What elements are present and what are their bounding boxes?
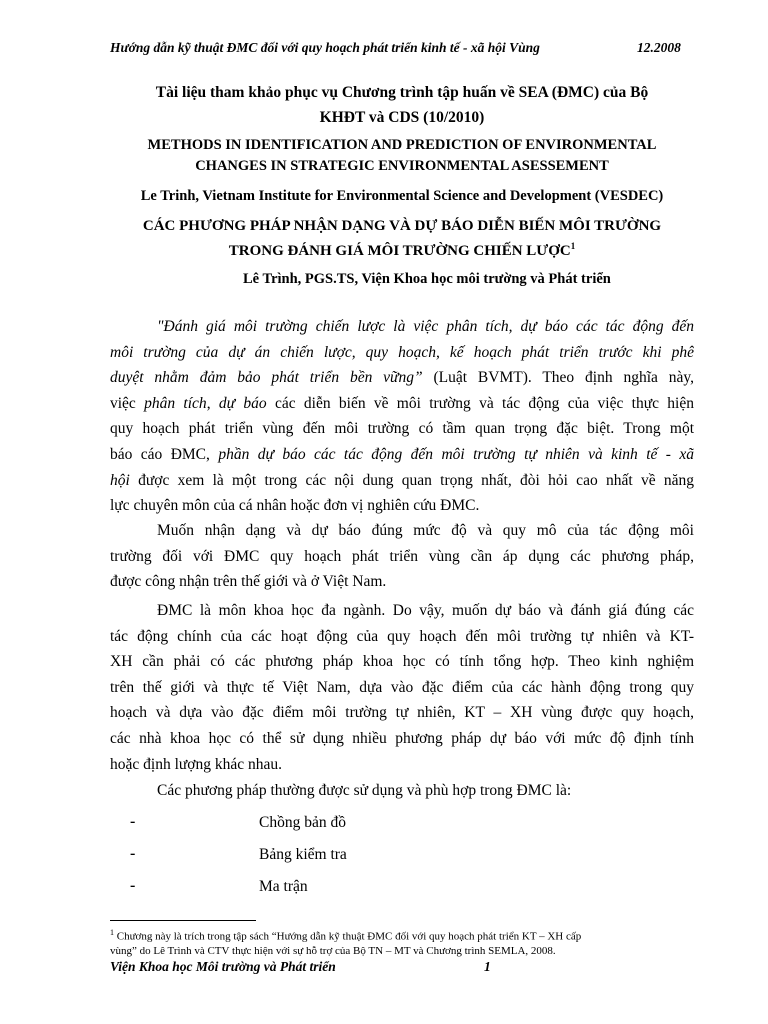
paragraph-2-line-1: Muốn nhận dạng và dự báo đúng mức độ và quy mô của tác động môi xyxy=(157,522,694,539)
paragraph-2 xyxy=(110,518,694,595)
paragraph-3 xyxy=(110,598,694,777)
paragraph-1-line-1: "Đánh giá môi trường chiến lược là việc phân tích, dự báo các tác động đến xyxy=(157,318,694,335)
text-run: báo cáo ĐMC, xyxy=(110,445,219,463)
text-run: việc xyxy=(110,394,145,412)
footer-institute: Viện Khoa học Môi trường và Phát triển xyxy=(110,959,336,974)
vietnamese-author: Lê Trình, PGS.TS, Viện Khoa học môi trường và Phát triển xyxy=(243,271,611,287)
paragraph-1-line-2: môi trường của dự án chiến lược, quy hoạch, kế hoạch phát triển trước khi phê xyxy=(110,343,694,361)
paragraph-1-line-6 xyxy=(110,442,694,468)
paragraph-3-line-4: trên thế giới và thực tế Việt Nam, dựa vào đặc điểm của các hành động trong quy xyxy=(110,678,694,696)
text-run: được xem là một trong các nội dung quan trọng nhất, đòi hỏi cao nhất về năng xyxy=(129,471,694,489)
page-number: 1 xyxy=(484,959,491,974)
paragraph-4 xyxy=(110,778,694,804)
paragraph-1-line-7 xyxy=(110,468,694,494)
paragraph-4-line-1: Các phương pháp thường được sử dụng và phù hợp trong ĐMC là: xyxy=(157,782,572,799)
running-header-title: Hướng dẫn kỹ thuật ĐMC đối với quy hoạch phát triển kinh tế - xã hội Vùng xyxy=(110,40,540,55)
paragraph-1-line-5: quy hoạch phát triển vùng đến môi trường có tầm quan trọng đặc biệt. Trong một xyxy=(110,420,694,438)
english-title xyxy=(100,135,704,177)
paragraph-1 xyxy=(110,314,694,519)
footnote-line-1 xyxy=(110,926,694,944)
footnote-reference: 1 xyxy=(570,241,576,251)
reference-heading-line-2: KHĐT và CDS (10/2010) xyxy=(319,109,485,126)
paragraph-2-line-3: được công nhận trên thế giới và ở Việt Nam. xyxy=(110,573,387,591)
paragraph-3-line-3: XH cần phải có các phương pháp khoa học có tính tổng hợp. Theo kinh nghiệm xyxy=(110,653,694,671)
text-run: các diễn biến về môi trường và tác động của việc thực hiện xyxy=(266,394,694,412)
paragraph-1-line-4 xyxy=(110,391,694,417)
list-item-matrix: Ma trận xyxy=(259,878,308,895)
vietnamese-title-line-2-text: TRONG ĐÁNH GIÁ MÔI TRƯỜNG CHIẾN LƯỢC xyxy=(228,243,571,259)
paragraph-3-line-7: hoặc định lượng khác nhau. xyxy=(110,755,282,773)
list-item-dash: - xyxy=(130,845,136,862)
footnote-text-1: Chương này là trích trong tập sách “Hướng dẫn kỹ thuật ĐMC đối với quy hoạch phát triển KT – XH cấp xyxy=(114,930,582,943)
footnote-line-2: vùng” do Lê Trình và CTV thực hiện với sự hỗ trợ của Bộ TN – MT và Chương trình SEMLA, 2008. xyxy=(110,944,556,957)
paragraph-1-line-8: lực chuyên môn của cá nhân hoặc đơn vị nghiên cứu ĐMC. xyxy=(110,497,480,515)
english-title-line-1: METHODS IN IDENTIFICATION AND PREDICTION OF ENVIRONMENTAL xyxy=(147,137,657,153)
vietnamese-title xyxy=(100,214,704,264)
list-item-map-overlay: Chồng bản đồ xyxy=(259,814,346,831)
footnote-number: 1 xyxy=(110,928,114,937)
law-reference: (Luật BVMT). Theo định nghĩa này, xyxy=(422,369,694,387)
list-item-checklist: Bảng kiểm tra xyxy=(259,846,347,863)
footnote-separator xyxy=(110,920,256,921)
paragraph-2-line-2: trường đối với ĐMC quy hoạch phát triển vùng cần áp dụng các phương pháp, xyxy=(110,547,694,565)
quote-end: duyệt nhằm đảm bảo phát triển bền vững” xyxy=(110,369,423,387)
paragraph-3-line-5: hoạch và dựa vào đặc điểm môi trường tự nhiên, KT – XH vùng được quy hoạch, xyxy=(110,704,694,722)
vietnamese-title-line-1: CÁC PHƯƠNG PHÁP NHẬN DẠNG VÀ DỰ BÁO DIỄN BIẾN MÔI TRƯỜNG xyxy=(142,218,662,234)
english-title-line-2: CHANGES IN STRATEGIC ENVIRONMENTAL ASESSEMENT xyxy=(195,158,609,174)
reference-heading xyxy=(100,80,704,130)
running-header-date: 12.2008 xyxy=(637,40,681,55)
list-item-dash: - xyxy=(130,813,136,830)
paragraph-1-line-3 xyxy=(110,365,694,391)
reference-heading-line-1: Tài liệu tham khảo phục vụ Chương trình tập huấn về SEA (ĐMC) của Bộ xyxy=(155,84,649,101)
english-author: Le Trinh, Vietnam Institute for Environmental Science and Development (VESDEC) xyxy=(140,188,664,204)
emphasis-society: hội xyxy=(110,471,130,489)
footnote xyxy=(110,926,694,958)
emphasis-forecast: dự báo xyxy=(218,394,267,412)
vietnamese-title-line-2 xyxy=(100,239,704,264)
paragraph-3-line-6: các nhà khoa học có thể sử dụng nhiều phương pháp dự báo với mức độ định tính xyxy=(110,729,694,747)
paragraph-3-line-2: tác động chính của các hoạt động của quy hoạch đến môi trường tự nhiên và KT- xyxy=(110,627,694,645)
emphasis-analysis: phân tích xyxy=(144,394,207,412)
text-run: , xyxy=(206,394,219,412)
paragraph-3-line-1: ĐMC là môn khoa học đa ngành. Do vậy, muốn dự báo và đánh giá đúng các xyxy=(157,602,694,619)
emphasis-forecast-part: phần dự báo các tác động đến môi trường tự nhiên và kinh tế - xã xyxy=(218,445,695,463)
list-item-dash: - xyxy=(130,877,136,894)
